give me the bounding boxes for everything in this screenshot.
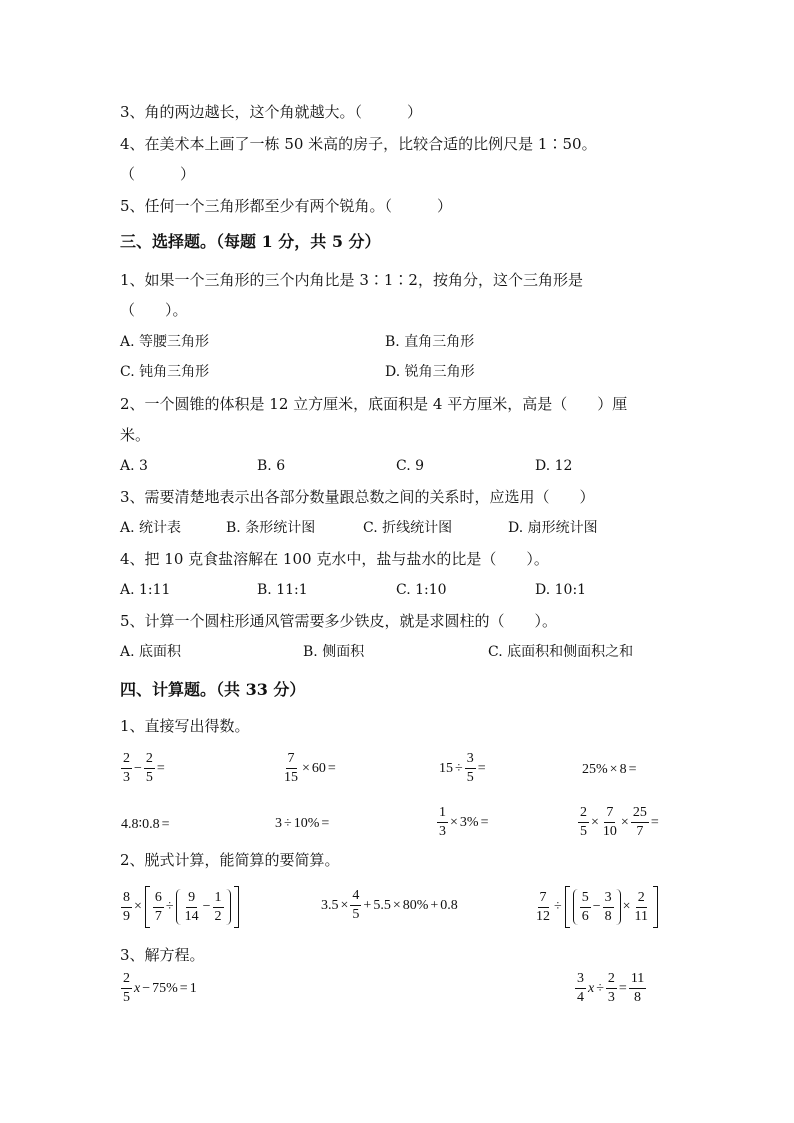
- fraction: $\frac{3}{5}$: [466, 751, 474, 785]
- mc-q5-option-a: A. 底面积: [120, 644, 182, 660]
- mc-q4-option-d: D. 10:1: [535, 582, 587, 598]
- fraction: $\frac{2}{11}$: [634, 889, 648, 924]
- mc-q4-option-c: C. 1:10: [396, 582, 447, 598]
- expr-step-1: $\frac{8}{9}$ × $\frac{6}{7}$ ÷ $\frac{9}{14}$ − $\frac{1}{2}$: [120, 886, 241, 928]
- left-paren: [176, 889, 181, 925]
- fraction: $\frac{11}{8}$: [630, 971, 645, 1005]
- mc-q3-option-d: D. 扇形统计图: [508, 520, 598, 536]
- fraction: $\frac{7}{10}$: [602, 805, 617, 839]
- left-bracket: [145, 886, 150, 928]
- right-paren: [226, 889, 231, 925]
- expr-25pct-times-8: 25% × 8 =: [582, 762, 637, 777]
- tf-question-4: 4、在美术本上画了一栋 50 米高的房子，比较合适的比例尺是 1∶50。: [120, 135, 597, 153]
- mc-q4-option-b: B. 11:1: [257, 582, 308, 598]
- mc-question-5: 5、计算一个圆柱形通风管需要多少铁皮，就是求圆柱的（ ）。: [120, 612, 558, 630]
- mc-q1-option-d: D. 锐角三角形: [385, 364, 475, 380]
- mc-q2-option-a: A. 3: [120, 458, 148, 474]
- fraction: $\frac{7}{15}$: [284, 751, 298, 785]
- fraction: $\frac{2}{5}$: [145, 751, 153, 785]
- equation-1: $\frac{2}{5}$ x − 75% = 1: [123, 971, 197, 1005]
- section-4-title: 四、计算题。（共 33 分）: [120, 680, 306, 699]
- fraction: $\frac{6}{7}$: [154, 889, 162, 924]
- mc-q5-option-b: B. 侧面积: [303, 644, 365, 660]
- fraction: $\frac{3}{4}$: [577, 971, 584, 1005]
- mc-q3-option-c: C. 折线统计图: [363, 520, 453, 536]
- calc-sub-1: 1、直接写出得数。: [120, 717, 250, 735]
- fraction: $\frac{9}{14}$: [184, 889, 199, 924]
- fraction: $\frac{2}{3}$: [123, 751, 130, 785]
- expr-1-3-times-3pct: $\frac{1}{3}$ × 3% =: [439, 805, 489, 839]
- left-paren: [573, 889, 578, 925]
- tf-question-4-answer-blank: （ ）: [120, 165, 196, 183]
- fraction: $\frac{7}{12}$: [536, 889, 550, 924]
- mc-question-2-cont: 米。: [120, 426, 151, 444]
- calc-sub-3: 3、解方程。: [120, 946, 205, 964]
- fraction: $\frac{2}{5}$: [123, 971, 130, 1005]
- expr-2-3-minus-2-5: $\frac{2}{3}$ − $\frac{2}{5}$ =: [123, 751, 165, 785]
- mc-q2-option-d: D. 12: [535, 458, 573, 474]
- expr-step-3: $\frac{7}{12}$ ÷ $\frac{5}{6}$ − $\frac{3}{8}$ × $\frac{2}{11}$: [533, 886, 660, 928]
- mc-question-1-blank: （ ）。: [120, 301, 188, 319]
- fraction: $\frac{8}{9}$: [123, 889, 130, 924]
- expr-3-div-10pct: 3 ÷ 10% =: [275, 816, 330, 831]
- fraction: $\frac{1}{3}$: [439, 805, 446, 839]
- mc-question-1: 1、如果一个三角形的三个内角比是 3∶1∶2，按角分，这个三角形是: [120, 271, 583, 289]
- section-3-title: 三、选择题。（每题 1 分，共 5 分）: [120, 232, 381, 251]
- right-paren: [616, 889, 621, 925]
- mc-q3-option-a: A. 统计表: [120, 520, 182, 536]
- mc-q1-option-c: C. 钝角三角形: [120, 364, 210, 380]
- fraction: $\frac{25}{7}$: [632, 805, 647, 839]
- left-bracket: [565, 886, 570, 928]
- mc-question-3: 3、需要清楚地表示出各部分数量跟总数之间的关系时，应选用（ ）: [120, 488, 595, 506]
- mc-question-4: 4、把 10 克食盐溶解在 100 克水中，盐与盐水的比是（ ）。: [120, 550, 549, 568]
- mc-q1-option-a: A. 等腰三角形: [120, 334, 210, 350]
- fraction: $\frac{4}{5}$: [352, 888, 360, 922]
- mc-question-2: 2、一个圆锥的体积是 12 立方厘米，底面积是 4 平方厘米，高是（ ）厘: [120, 395, 628, 413]
- tf-question-3: 3、角的两边越长，这个角就越大。（ ）: [120, 103, 423, 121]
- fraction: $\frac{5}{6}$: [581, 889, 589, 924]
- right-bracket: [234, 886, 239, 928]
- mc-q2-option-c: C. 9: [396, 458, 425, 474]
- expr-2-5-times-7-10-times-25-7: $\frac{2}{5}$ × $\frac{7}{10}$ × $\frac{25}{7}$ =: [580, 805, 659, 839]
- calc-sub-2: 2、脱式计算，能简算的要简算。: [120, 851, 340, 869]
- equation-2: $\frac{3}{4}$ x ÷ $\frac{2}{3}$ = $\frac{11}{8}$: [577, 971, 645, 1005]
- mc-q2-option-b: B. 6: [257, 458, 286, 474]
- expr-4-8-ratio-0-8: 4.8∶0.8 =: [121, 816, 170, 832]
- tf-question-5: 5、任何一个三角形都至少有两个锐角。（ ）: [120, 197, 453, 215]
- mc-q3-option-b: B. 条形统计图: [226, 520, 316, 536]
- expr-15-div-3-5: 15 ÷ $\frac{3}{5}$ =: [439, 751, 486, 785]
- expr-step-2: 3.5 × $\frac{4}{5}$ + 5.5 × 80% + 0.8: [321, 888, 458, 922]
- fraction: $\frac{1}{2}$: [214, 889, 222, 924]
- right-bracket: [653, 886, 658, 928]
- fraction: $\frac{2}{5}$: [580, 805, 587, 839]
- fraction: $\frac{2}{3}$: [607, 971, 615, 1005]
- expr-7-15-times-60: $\frac{7}{15}$ × 60 =: [284, 751, 336, 785]
- mc-q4-option-a: A. 1:11: [120, 582, 171, 598]
- fraction: $\frac{3}{8}$: [604, 889, 612, 924]
- mc-q1-option-b: B. 直角三角形: [385, 334, 475, 350]
- mc-q5-option-c: C. 底面积和侧面积之和: [488, 644, 634, 660]
